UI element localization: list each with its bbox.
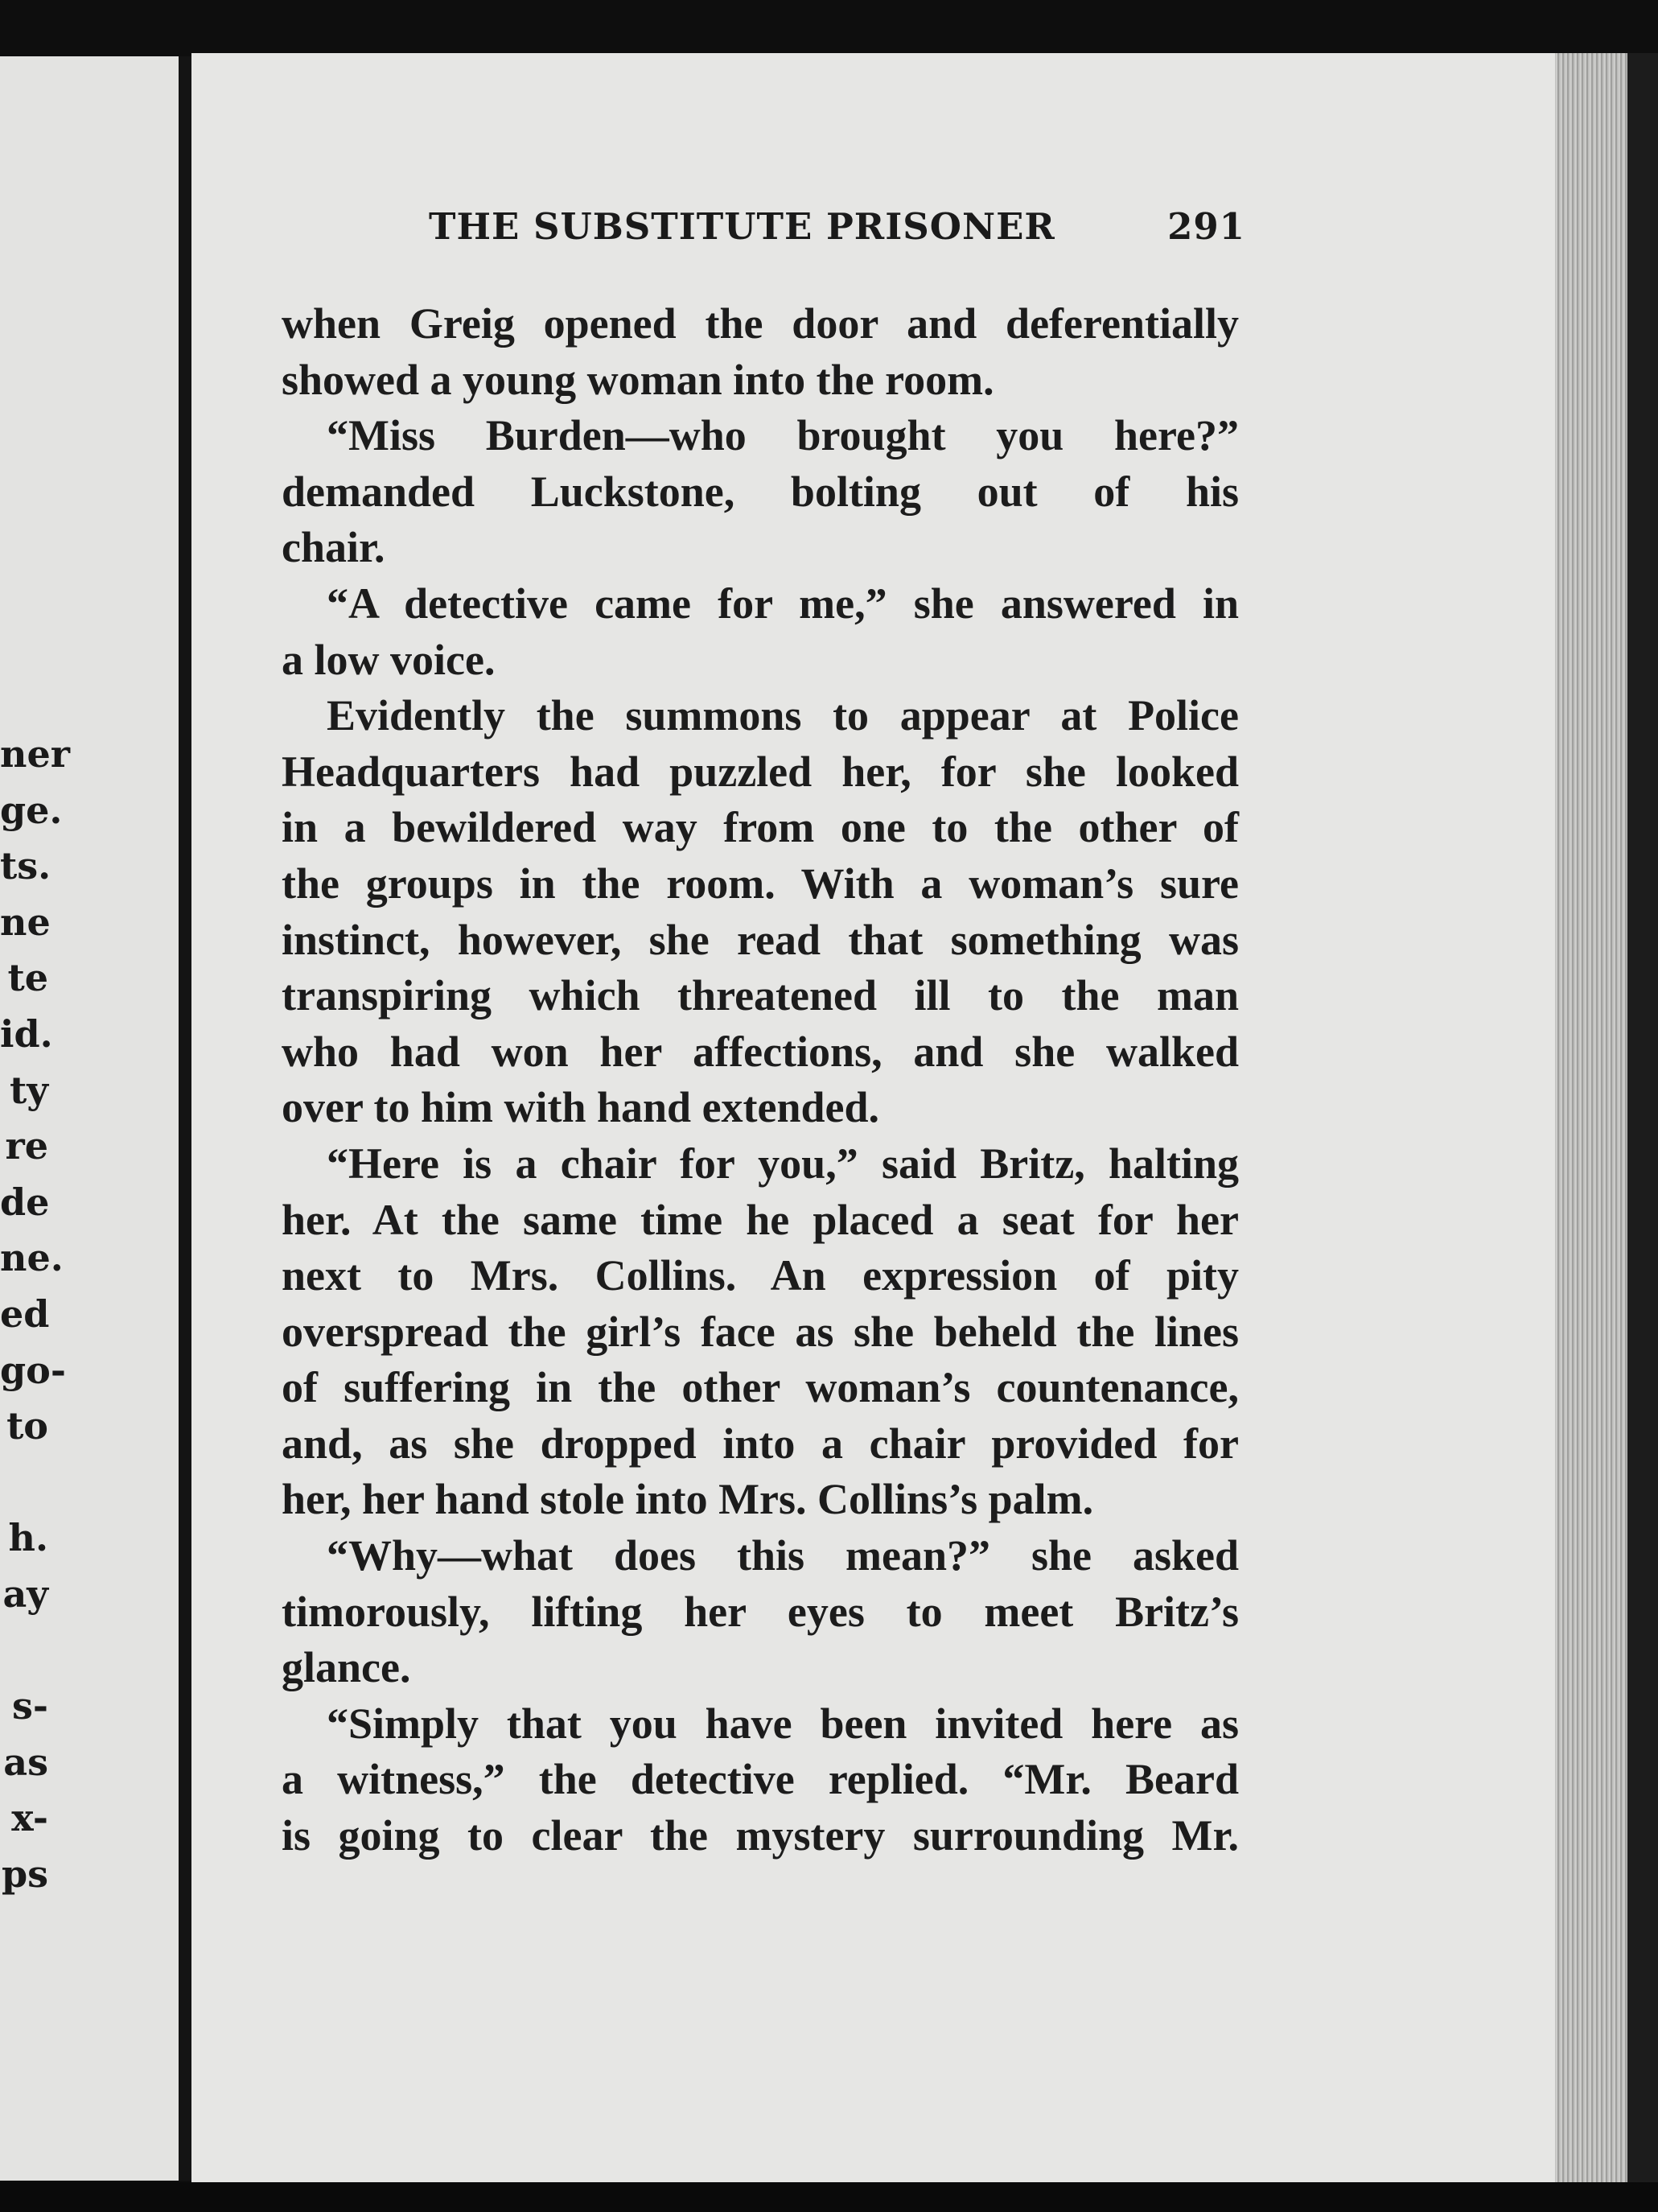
text-line: demanded Luckstone, bolting out of his [282, 467, 1239, 516]
left-fragment: ty [10, 1068, 48, 1112]
text-line: transpiring which threatened ill to the man [282, 971, 1239, 1020]
text-line: “Simply that you have been invited here as [327, 1699, 1239, 1748]
page-stack-edge [1555, 53, 1627, 2182]
text-line: her, her hand stole into Mrs. Collins’s palm. [282, 1475, 1094, 1524]
text-line: who had won her affections, and she walked [282, 1027, 1239, 1076]
text-line: “Here is a chair for you,” said Britz, halting [327, 1139, 1239, 1188]
running-title: THE SUBSTITUTE PRISONER [429, 205, 1055, 248]
cover-edge [1627, 53, 1658, 2182]
text-line: Headquarters had puzzled her, for she looked [282, 747, 1239, 796]
left-fragment: ge. [0, 788, 63, 832]
text-line: of suffering in the other woman’s countenance, [282, 1363, 1239, 1412]
left-fragment: go- [0, 1348, 66, 1392]
text-line: over to him with hand extended. [282, 1083, 880, 1132]
left-fragment: s- [12, 1684, 48, 1728]
text-line: “A detective came for me,” she answered in [327, 579, 1239, 628]
body-text [282, 296, 1239, 1864]
left-fragment: x- [11, 1796, 48, 1840]
text-line: next to Mrs. Collins. An expression of pity [282, 1251, 1239, 1300]
left-fragment: id. [0, 1012, 53, 1056]
text-line: instinct, however, she read that something was [282, 915, 1239, 964]
text-line: “Miss Burden—who brought you here?” [327, 411, 1239, 460]
text-line: the groups in the room. With a woman’s sure [282, 859, 1239, 908]
text-line: timorously, lifting her eyes to meet Britz’s [282, 1587, 1239, 1636]
text-line: and, as she dropped into a chair provided for [282, 1419, 1239, 1468]
left-fragment: de [0, 1180, 50, 1224]
left-fragment: ne. [0, 1236, 64, 1280]
left-fragment: ts. [0, 844, 51, 888]
left-fragment: h. [8, 1516, 48, 1560]
left-fragment: ed [0, 1292, 50, 1336]
bottom-shadow [0, 2182, 1658, 2212]
text-line: is going to clear the mystery surrounding Mr. [282, 1811, 1239, 1860]
text-line: a low voice. [282, 635, 496, 684]
left-fragment: ps [1, 1852, 48, 1896]
running-head [429, 205, 1245, 262]
left-fragment: ner [0, 732, 70, 776]
left-fragment: te [7, 956, 48, 1000]
left-facing-page [0, 56, 179, 2181]
page-number: 291 [1167, 205, 1245, 248]
text-line: her. At the same time he placed a seat for her [282, 1195, 1239, 1244]
text-line: chair. [282, 523, 385, 572]
left-fragment: to [6, 1404, 48, 1448]
text-line: “Why—what does this mean?” she asked [327, 1531, 1239, 1580]
text-line: Evidently the summons to appear at Police [327, 691, 1239, 740]
text-line: showed a young woman into the room. [282, 355, 994, 404]
left-fragment: ne [0, 900, 51, 944]
left-fragment: as [3, 1740, 48, 1784]
text-line: in a bewildered way from one to the other of [282, 803, 1239, 852]
left-fragment: ay [2, 1572, 48, 1616]
text-line: when Greig opened the door and deferentially [282, 299, 1239, 348]
text-line: a witness,” the detective replied. “Mr. Beard [282, 1755, 1239, 1804]
book-gutter [179, 56, 191, 2181]
text-line: glance. [282, 1643, 411, 1692]
left-fragment: re [5, 1124, 48, 1168]
text-line: overspread the girl’s face as she beheld the lines [282, 1307, 1239, 1356]
